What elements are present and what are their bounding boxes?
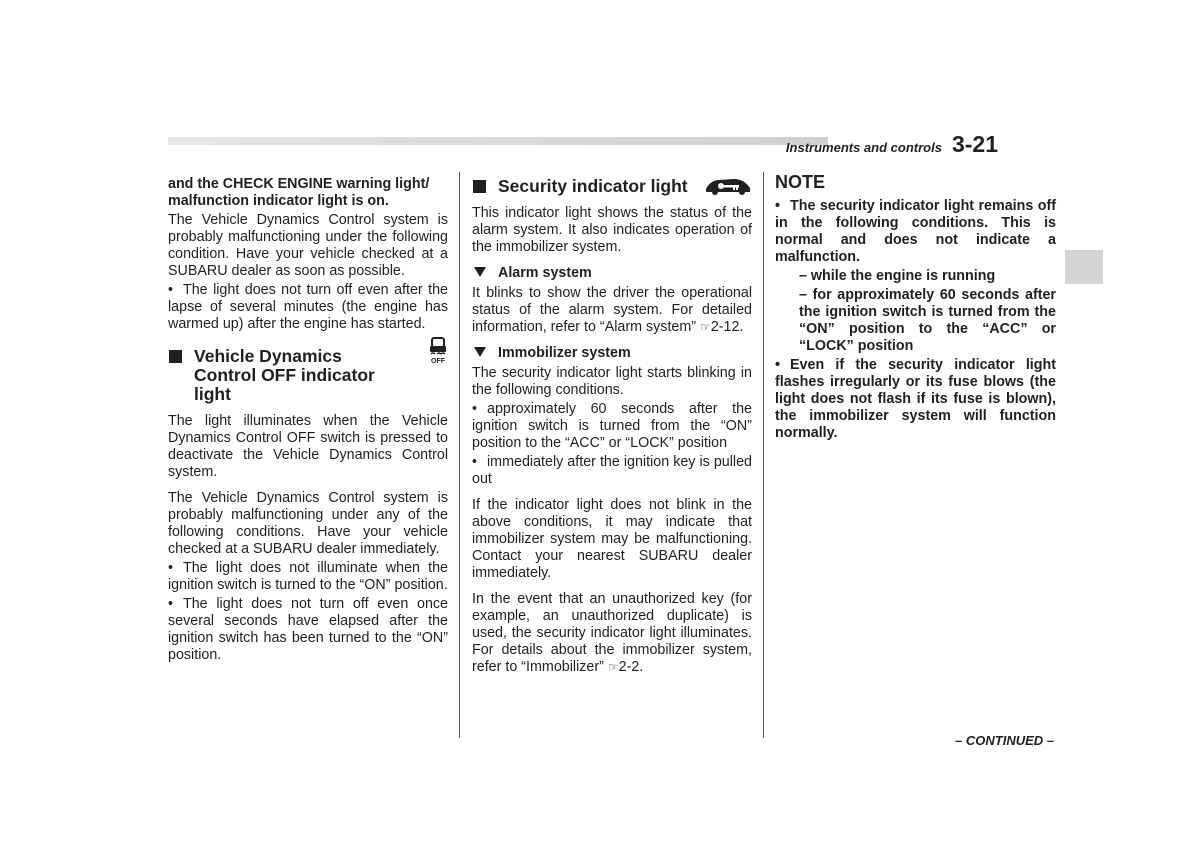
bullet-item bbox=[168, 560, 448, 594]
paragraph: The Vehicle Dynamics Control system is probably malfunctioning under the following condition. Have your vehicle checked at a SUBARU dealer as soon as possible. bbox=[168, 212, 448, 279]
paragraph: If the indicator light does not blink in the above conditions, it may indicate that immobilizer system may be malfunctioning. Contact your nearest SUBARU dealer immediately. bbox=[472, 497, 752, 581]
bullet-icon: • bbox=[775, 357, 781, 373]
note-heading: NOTE bbox=[775, 172, 826, 192]
bullet-item bbox=[168, 596, 448, 664]
triangle-bullet-icon bbox=[474, 347, 486, 357]
paragraph bbox=[472, 285, 752, 336]
reference-pointer-icon: ☞ bbox=[700, 320, 711, 334]
subheading-alarm-system bbox=[472, 265, 752, 282]
page-reference: 2-12. bbox=[710, 319, 744, 335]
bullet-text: The light does not turn off even once several seconds have elapsed after the ignition switch has been turned to the “ON” position. bbox=[168, 596, 448, 663]
thumb-index-tab bbox=[1065, 250, 1103, 284]
page-number: 3-21 bbox=[951, 131, 998, 157]
bullet-item bbox=[472, 454, 752, 488]
bullet-text: The security indicator light remains off in the following conditions. This is normal and does not indicate a malfunction. bbox=[775, 198, 1056, 265]
page-header bbox=[786, 131, 998, 158]
column-2 bbox=[472, 176, 752, 676]
triangle-bullet-icon bbox=[474, 267, 486, 277]
paragraph: The Vehicle Dynamics Control system is probably malfunctioning under any of the following conditions. Have your vehicle checked at a SUBARU dealer immediately. bbox=[168, 490, 448, 557]
header-bar bbox=[168, 137, 828, 145]
column-divider bbox=[763, 172, 764, 738]
bullet-item bbox=[472, 401, 752, 452]
column-divider bbox=[459, 172, 460, 738]
heading-square-icon bbox=[169, 350, 182, 363]
section-label: Instruments and controls bbox=[785, 140, 942, 155]
reference-pointer-icon: ☞ bbox=[607, 660, 619, 674]
bullet-text: The light does not turn off even after the lapse of several minutes (the engine has warmed up) after the engine has started. bbox=[168, 282, 448, 332]
note-dash-item: – for approximately 60 seconds after the ignition switch is turned from the “ON” position to the “ACC” or “LOCK” position bbox=[799, 287, 1056, 354]
heading-text: Security indicator light bbox=[498, 176, 688, 196]
security-car-key-icon bbox=[704, 173, 752, 197]
paragraph bbox=[472, 591, 752, 676]
paragraph-text: It blinks to show the driver the operational status of the alarm system. For detailed information, refer to “Alarm system” bbox=[472, 285, 752, 335]
bullet-text: immediately after the ignition key is pulled out bbox=[472, 454, 752, 487]
page-reference: 2-2. bbox=[618, 659, 644, 675]
bullet-icon: • bbox=[168, 560, 174, 576]
paragraph-text: In the event that an unauthorized key (for example, an unauthorized duplicate) is used, the security indicator light illuminates. For details about the immobilizer system, refer to “Immobilizer” bbox=[472, 591, 752, 675]
heading-text: Vehicle Dynamics Control OFF indicator light bbox=[194, 346, 375, 404]
section-heading-vdc-off bbox=[168, 347, 448, 404]
note-bullet-item bbox=[775, 357, 1056, 442]
bullet-icon: • bbox=[472, 454, 478, 470]
bullet-text: approximately 60 seconds after the ignition switch is turned from the “ON” position to the “ACC” or “LOCK” position bbox=[472, 401, 752, 451]
continued-marker: – CONTINUED – bbox=[955, 733, 1054, 748]
continued-heading-text: and the CHECK ENGINE warning light/ malfunction indicator light is on. bbox=[168, 176, 430, 209]
section-heading-security bbox=[472, 176, 752, 196]
subheading-text: Immobilizer system bbox=[498, 345, 631, 361]
subheading-text: Alarm system bbox=[498, 265, 592, 281]
column-1 bbox=[168, 176, 448, 664]
heading-square-icon bbox=[473, 180, 486, 193]
paragraph: The light illuminates when the Vehicle Dynamics Control OFF switch is pressed to deactivate the Vehicle Dynamics Control system. bbox=[168, 413, 448, 480]
bullet-text: Even if the security indicator light flashes irregularly or its fuse blows (the light does not flash if its fuse is blown), the immobilizer system will function normally. bbox=[775, 357, 1056, 441]
column-3 bbox=[775, 172, 1056, 442]
paragraph: This indicator light shows the status of the alarm system. It also indicates operation of the immobilizer system. bbox=[472, 205, 752, 255]
note-dash-item: – while the engine is running bbox=[799, 268, 996, 284]
paragraph: The security indicator light starts blinking in the following conditions. bbox=[472, 365, 752, 398]
note-bullet-item bbox=[775, 198, 1056, 266]
bullet-item bbox=[168, 282, 448, 333]
svg-text:OFF: OFF bbox=[431, 358, 445, 365]
bullet-icon: • bbox=[472, 401, 478, 417]
bullet-icon: • bbox=[775, 198, 781, 214]
subheading-immobilizer-system bbox=[472, 345, 752, 362]
bullet-icon: • bbox=[168, 596, 174, 612]
vdc-off-icon bbox=[428, 337, 448, 365]
bullet-icon: • bbox=[168, 282, 174, 298]
bullet-text: The light does not illuminate when the ignition switch is turned to the “ON” position. bbox=[168, 560, 448, 593]
